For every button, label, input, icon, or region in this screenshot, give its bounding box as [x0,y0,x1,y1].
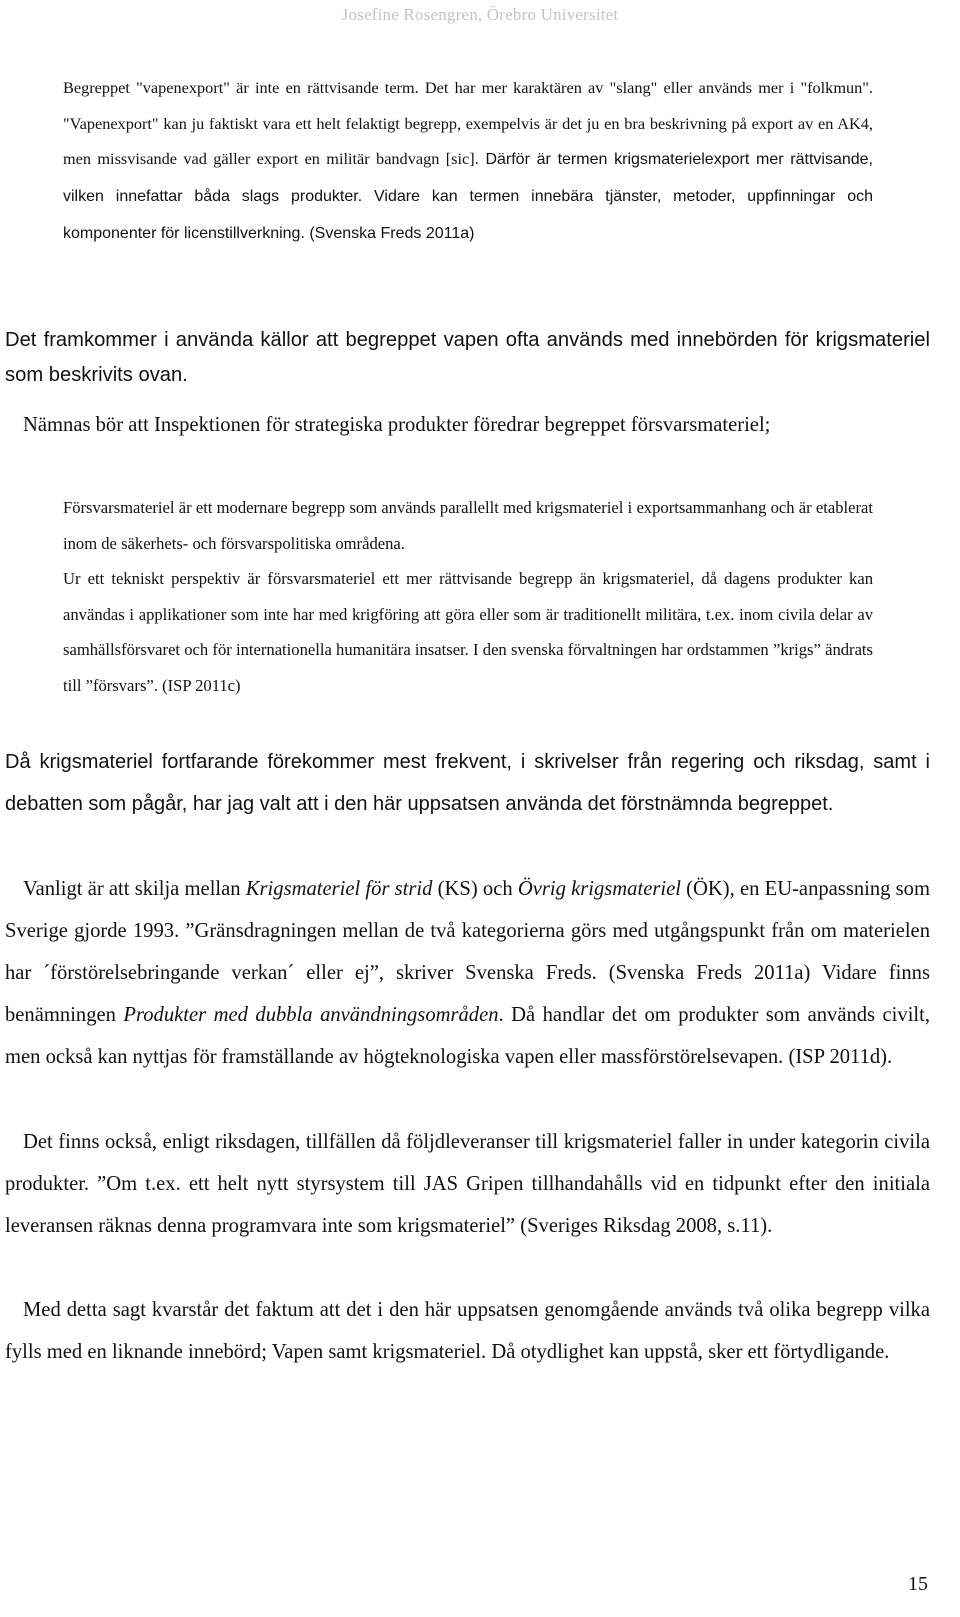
quote-text-serif: Begreppet "vapenexport" är inte en rättvisande term. Det har mer karaktären av "slang" eller används mer i "folkmun". "Vapenexport" kan ju faktiskt vara ett helt felaktigt begrepp, exempelvis är det ju en bra beskrivning på export av en AK4, men missvisande vad gäller export en militär bandvagn [sic]. [63,78,873,169]
text-segment: (ÖK), en EU-anpassning som Sverige gjorde 1993. ”Gränsdragningen mellan de två kategorierna görs med utgångspunkt från om materielen har ´förstörelsebringande verkan´ eller ej”, skriver Svenska Freds. (Svenska Freds 2011a) Vidare finns benämningen [5,878,930,1027]
quote-paragraph-2: Ur ett tekniskt perspektiv är försvarsmateriel ett mer rättvisande begrepp än krigsmateriel, då dagens produkter kan användas i applikationer som inte har med krigföring att göra eller som är traditionellt militära, t.ex. inom civila delar av samhällsförsvaret och för internationella humanitära insatser. I den svenska förvaltningen har ordstammen ”krigs” ändrats till ”försvars”. (ISP 2011c) [63,569,873,695]
paragraph-text: Det finns också, enligt riksdagen, tillfällen då följdleveranser till krigsmateriel faller in under kategorin civila produkter. ”Om t.ex. ett helt nytt styrsystem till JAS Gripen tillhandahålls vid en tidpunkt efter den initiala leveransen räknas denna programvara inte som krigsmateriel” (Sveriges Riksdag 2008, s.11). [5,1131,930,1238]
paragraph-text: Då krigsmateriel fortfarande förekommer mest frekvent, i skrivelser från regering och riksdag, samt i debatten som pågår, har jag valt att i den här uppsatsen använda det förstnämnda begreppet. [5,751,930,816]
paragraph-text: Det framkommer i använda källor att begreppet vapen ofta används med innebörden för krigsmateriel som beskrivits ovan. [5,329,930,386]
paragraph-choice [5,741,930,825]
italic-term-ks: Krigsmateriel för strid [245,878,433,900]
italic-term-dual-use: Produkter med dubbla användningsområden [123,1004,499,1027]
text-segment: Vanligt är att skilja mellan [23,878,246,900]
block-quote-svenska-freds [63,70,873,252]
text-segment: (KS) och [432,878,518,900]
paragraph-categories [5,868,930,1078]
paragraph-text: Med detta sagt kvarstår det faktum att det i den här uppsatsen genomgående används två olika begrepp vilka fylls med en liknande innebörd; Vapen samt krigsmateriel. Då otydlighet kan uppstå, sker ett förtydligande. [5,1299,930,1364]
running-header: Josefine Rosengren, Örebro Universitet [341,5,619,24]
quote-text-sans: Därför är termen krigsmaterielexport mer rättvisande, vilken innefattar båda slags produkter. Vidare kan termen innebära tjänster, metoder, uppfinningar och komponenter för licenstillverkning. (Svenska Freds 2011a) [63,151,874,242]
paragraph-sources [5,323,930,393]
page-number: 15 [908,1573,928,1595]
paragraph-follow-up-deliveries [5,1121,930,1247]
quote-paragraph-1: Försvarsmateriel är ett modernare begrepp som används parallellt med krigsmateriel i exportsammanhang och är etablerat inom de säkerhets- och försvarspolitiska områdena. [63,498,873,553]
paragraph-text: Nämnas bör att Inspektionen för strategiska produkter föredrar begreppet försvarsmateriel; [23,414,771,436]
paragraph-conclusion [5,1289,930,1373]
block-quote-isp [63,490,873,704]
text-segment: . Då handlar det om produkter som används civilt, men också kan nyttjas för framställande av högteknologiska vapen eller massförstörelsevapen. (ISP 2011d). [5,1004,931,1069]
italic-term-ok: Övrig krigsmateriel [517,878,681,900]
paragraph-isp [5,408,930,443]
